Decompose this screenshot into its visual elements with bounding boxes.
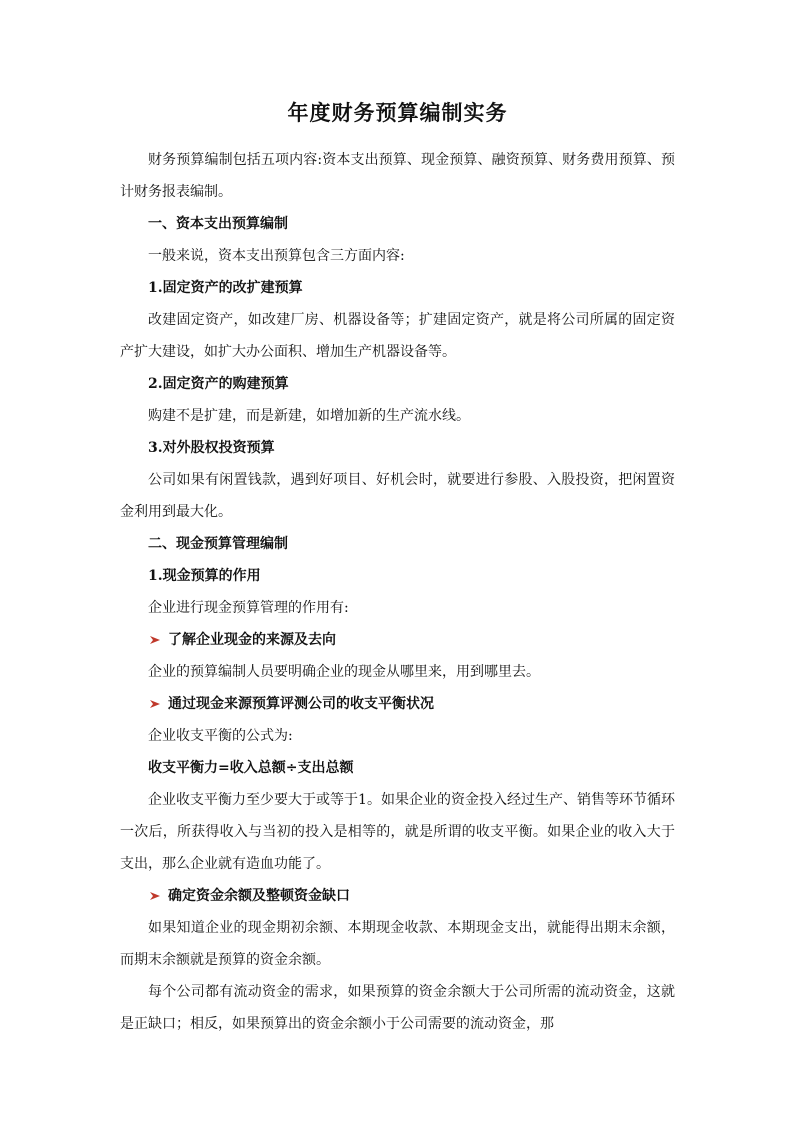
bullet3-heading-row: [120, 880, 675, 912]
bullet3-heading: 确定资金余额及整顿资金缺口: [168, 888, 350, 904]
bullet1-heading-row: [120, 624, 675, 656]
bullet2-heading: 通过现金来源预算评测公司的收支平衡状况: [168, 696, 434, 712]
bullet3-text2: 每个公司都有流动资金的需求，如果预算的资金余额大于公司所需的流动资金，这就是正缺口；相反，如果预算出的资金余额小于公司需要的流动资金，那: [120, 984, 675, 1032]
bullet2-text: 企业收支平衡力至少要大于或等于1。如果企业的资金投入经过生产、销售等环节循环一次后，所获得收入与当初的投入是相等的，就是所谓的收支平衡。如果企业的收入大于支出，那么企业就有造血功能了。: [120, 792, 675, 872]
bullet1-text: 企业的预算编制人员要明确企业的现金从哪里来，用到哪里去。: [148, 664, 540, 680]
section2-item1-heading: 1.现金预算的作用: [148, 568, 261, 584]
section1-item3-heading: 3.对外股权投资预算: [148, 440, 275, 456]
formula: 收支平衡力=收入总额÷支出总额: [148, 760, 354, 776]
section1-item2-text: 购建不是扩建，而是新建，如增加新的生产流水线。: [148, 408, 470, 424]
arrow-bullet-icon: [148, 697, 162, 711]
document-body: [120, 96, 675, 1040]
arrow-bullet-icon: [148, 889, 162, 903]
section1-item1-text: 改建固定资产，如改建厂房、机器设备等；扩建固定资产，就是将公司所属的固定资产扩大建设，如扩大办公面积、增加生产机器设备等。: [120, 312, 675, 360]
document-title: 年度财务预算编制实务: [287, 100, 508, 125]
intro-paragraph: 财务预算编制包括五项内容:资本支出预算、现金预算、融资预算、财务费用预算、预计财务报表编制。: [120, 152, 675, 200]
section1-heading: 一、资本支出预算编制: [148, 216, 288, 232]
section1-item1-heading: 1.固定资产的改扩建预算: [148, 280, 303, 296]
bullet1-heading: 了解企业现金的来源及去向: [168, 632, 336, 648]
section1-lead: 一般来说，资本支出预算包含三方面内容:: [148, 248, 405, 264]
section1-item3-text: 公司如果有闲置钱款，遇到好项目、好机会时，就要进行参股、入股投资，把闲置资金利用到最大化。: [120, 472, 675, 520]
bullet2-lead: 企业收支平衡的公式为:: [148, 728, 293, 744]
section1-item2-heading: 2.固定资产的购建预算: [148, 376, 289, 392]
bullet2-heading-row: [120, 688, 675, 720]
section2-heading: 二、现金预算管理编制: [148, 536, 288, 552]
bullet3-text1: 如果知道企业的现金期初余额、本期现金收款、本期现金支出，就能得出期末余额，而期末余额就是预算的资金余额。: [120, 920, 675, 968]
arrow-bullet-icon: [148, 633, 162, 647]
section2-item1-lead: 企业进行现金预算管理的作用有:: [148, 600, 349, 616]
